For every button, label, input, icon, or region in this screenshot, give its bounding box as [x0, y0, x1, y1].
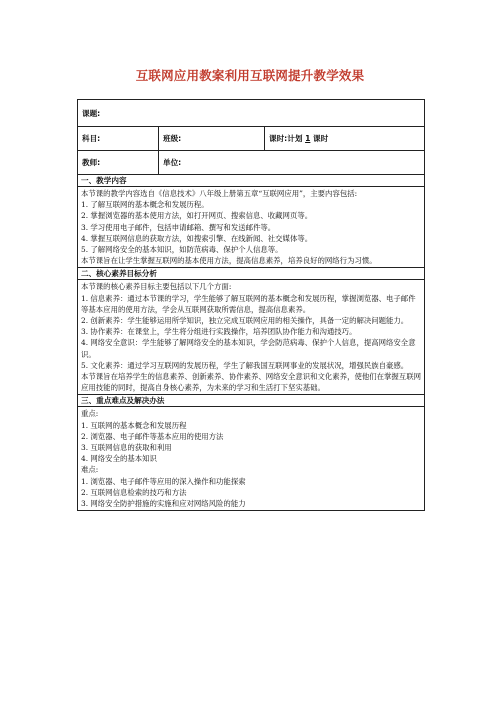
unit-label: 单位:	[158, 151, 424, 174]
section-line: 本节课旨在培养学生的信息素养、创新素养、协作素养、网络安全意识和文化素养，使他们在掌握互联网应用技能的同时，提高自身核心素养，为未来的学习和生活打下坚实基础。	[81, 372, 421, 393]
section-body-objectives	[78, 280, 424, 395]
topic-row	[78, 100, 424, 127]
section-line: 4. 网络安全的基本知识	[81, 454, 157, 464]
class-label: 班级:	[158, 127, 264, 150]
section-line: 1. 信息素养：通过本节课的学习，学生能够了解互联网的基本概念和发展历程，掌握浏览器、电子邮件等基本应用的使用方法，学会从互联网获取所需信息，提高信息素养。	[81, 293, 416, 314]
section-line: 本节课的教学内容选自《信息技术》八年级上册第五章“互联网应用”，主要内容包括:	[81, 189, 358, 198]
section-line: 3. 协作素养：在课堂上，学生将分组进行实践操作，培养团队协作能力和沟通技巧。	[81, 327, 357, 337]
subject-row	[78, 127, 424, 151]
topic-label: 课题:	[82, 108, 101, 118]
section-body-keypoints	[78, 407, 424, 511]
period-cell	[264, 127, 424, 150]
section-line: 2. 互联网信息检索的技巧和方法	[81, 487, 187, 497]
section-heading: 三、重点难点及解决办法	[78, 395, 424, 407]
section-line: 2. 创新素养：学生能够运用所学知识，独立完成互联网应用的相关操作，具备一定的解决问题能力。	[81, 316, 409, 326]
section-heading: 二、核心素养目标分析	[78, 268, 424, 280]
teacher-label: 教师:	[82, 158, 101, 167]
teacher-row	[78, 151, 424, 175]
period-value: 1	[305, 134, 311, 143]
section-line: 2. 掌握浏览器的基本使用方法，如打开网页、搜索信息、收藏网页等。	[81, 211, 313, 221]
section-line: 3. 互联网信息的获取和利用	[81, 443, 172, 453]
subject-label: 科目:	[82, 134, 101, 143]
section-line: 4. 网络安全意识：学生能够了解网络安全的基本知识，学会防范病毒、保护个人信息，提高网络安全意识。	[81, 338, 416, 359]
section-line: 4. 掌握互联网信息的获取方法，如搜索引擎、在线新闻、社交媒体等。	[81, 233, 313, 243]
section-heading: 一、教学内容	[78, 175, 424, 187]
section-line: 2. 浏览器、电子邮件等基本应用的使用方法	[81, 431, 224, 441]
section-line: 难点:	[81, 465, 99, 475]
section-line: 本节课的核心素养目标主要包括以下几个方面:	[81, 282, 232, 292]
page-title: 互联网应用教案利用互联网提升教学效果	[135, 68, 365, 83]
section-line: 本节课旨在让学生掌握互联网的基本使用方法，提高信息素养，培养良好的网络行为习惯。	[81, 256, 377, 266]
section-line: 重点:	[81, 409, 99, 419]
section-line: 1. 互联网的基本概念和发展历程	[81, 420, 187, 430]
period-unit: 课时	[313, 134, 329, 143]
period-label: 课时:计划	[269, 134, 303, 143]
section-line: 1. 了解互联网的基本概念和发展历程。	[81, 200, 209, 210]
section-line: 3. 网络安全防护措施的实施和应对网络风险的能力	[81, 499, 246, 509]
section-line: 5. 了解网络安全的基本知识，如防范病毒、保护个人信息等。	[81, 245, 283, 255]
section-body-content	[78, 187, 424, 268]
section-line: 5. 文化素养：通过学习互联网的发展历程，学生了解我国互联网事业的发展状况，增强民族自豪感。	[81, 360, 409, 370]
section-line: 3. 学习使用电子邮件，包括申请邮箱、撰写和发送邮件等。	[81, 222, 276, 232]
section-line: 1. 浏览器、电子邮件等应用的深入操作和功能探索	[81, 476, 246, 486]
lesson-plan-table	[77, 99, 425, 511]
